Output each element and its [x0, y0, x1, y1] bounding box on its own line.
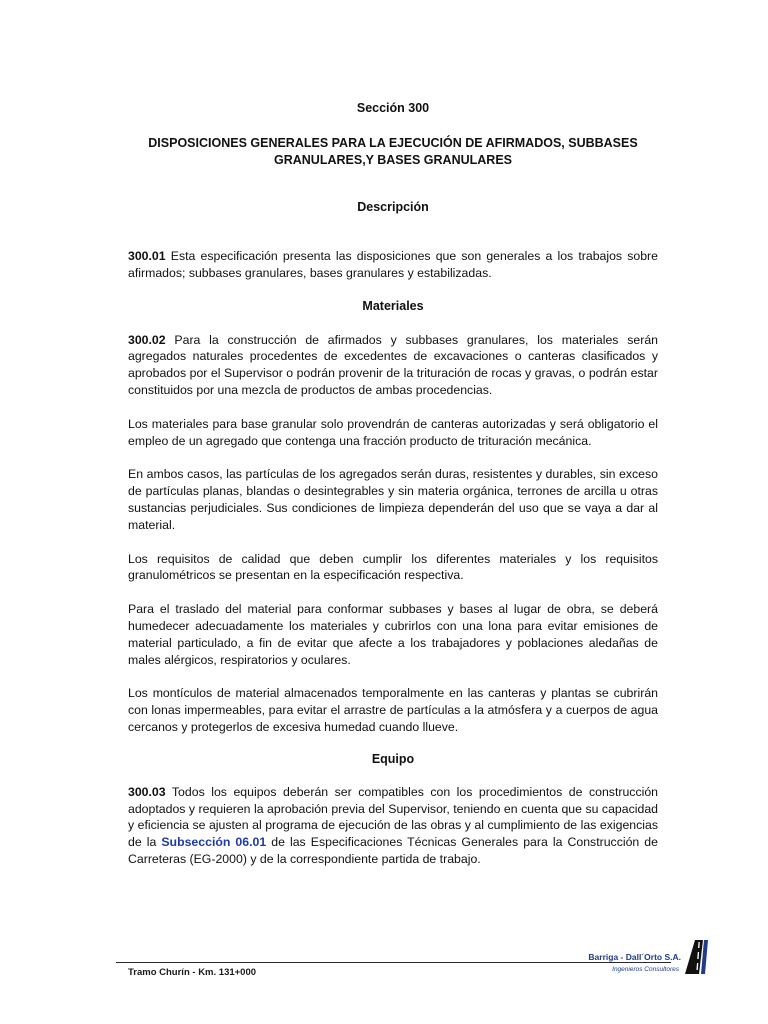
subsection-link[interactable]: Subsección 06.01	[161, 835, 267, 850]
paragraph-300-02	[128, 332, 658, 399]
logo-company-name: Barriga - Dall´Orto S.A.	[588, 952, 681, 962]
footer-route-label: Tramo Churín - Km. 131+000	[128, 967, 257, 978]
paragraph-300-01	[128, 248, 658, 282]
road-logo-icon	[681, 940, 713, 974]
document-title	[128, 135, 658, 168]
clause-number: 300.01	[128, 249, 166, 263]
paragraph-ambos-casos: En ambos casos, las partículas de los agregados serán duras, resistentes y durables, sin exceso de partículas planas, blandas o desintegrables y sin materia orgánica, terrones de arcilla u otras sustancias perjudiciales. Sus condiciones de limpieza dependerán del uso que se vaya a dar al material.	[128, 467, 658, 532]
paragraph-monticulos: Los montículos de material almacenados temporalmente en las canteras y plantas se cubrirán con lonas impermeables, para evitar el arrastre de partículas a la atmósfera y a cuerpos de agua cercanos y protegerlos de excesiva humedad cuando llueve.	[128, 686, 658, 734]
paragraph-text: Esta especificación presenta las disposiciones que son generales a los trabajos sobre afirmados; subbases granulares, bases granulares y estabilizadas.	[128, 249, 658, 280]
paragraph-300-03	[128, 784, 658, 868]
clause-number: 300.03	[128, 784, 166, 799]
clause-number: 300.02	[128, 332, 166, 347]
section-number: Sección 300	[356, 101, 430, 115]
document-body	[128, 100, 658, 868]
title-line-2: GRANULARES,Y BASES GRANULARES	[274, 152, 512, 167]
paragraph-text: Todos los equipos deberán ser compatibles con los procedimientos de construcción adoptados y requieren la aprobación previa del Supervisor, teniendo en cuenta que su capacidad y eficiencia se ajusten al programa de ejecución de las obras y al cumplimiento de las exigencias de la	[128, 784, 658, 850]
logo-subtitle: Ingenieros Consultores	[612, 966, 679, 973]
heading-materiales: Materiales	[362, 298, 424, 313]
paragraph-traslado: Para el traslado del material para conformar subbases y bases al lugar de obra, se deberá humedecer adecuadamente los materiales y cubrirlos con una lona para evitar emisiones de material particulado, a fin de evitar que afecte a los trabajadores y poblaciones aledañas de males alérgicos, respiratorios y oculares.	[128, 602, 658, 667]
paragraph-text: de las Especificaciones Técnicas Generales para la Construcción de Carreteras (EG-2000) y de la correspondiente partida de trabajo.	[128, 835, 658, 866]
paragraph-base-granular: Los materiales para base granular solo provendrán de canteras autorizadas y será obligatorio el empleo de un agregado que contenga una fracción producto de trituración mecánica.	[128, 416, 658, 448]
heading-equipo: Equipo	[371, 751, 415, 766]
title-line-1: DISPOSICIONES GENERALES PARA LA EJECUCIÓN DE AFIRMADOS, SUBBASES	[148, 136, 638, 150]
paragraph-requisitos: Los requisitos de calidad que deben cumplir los diferentes materiales y los requisitos granulométricos se presentan en la especificación respectiva.	[128, 551, 658, 583]
paragraph-text: Para la construcción de afirmados y subbases granulares, los materiales serán agregados naturales procedentes de excedentes de excavaciones o canteras clasificados y aprobados por el Supervisor o podrán provenir de la trituración de rocas y gravas, o podrán estar constituidos por una mezcla de productos de ambas procedencias.	[128, 332, 658, 397]
company-logo	[583, 938, 713, 978]
heading-descripcion: Descripción	[357, 200, 429, 214]
